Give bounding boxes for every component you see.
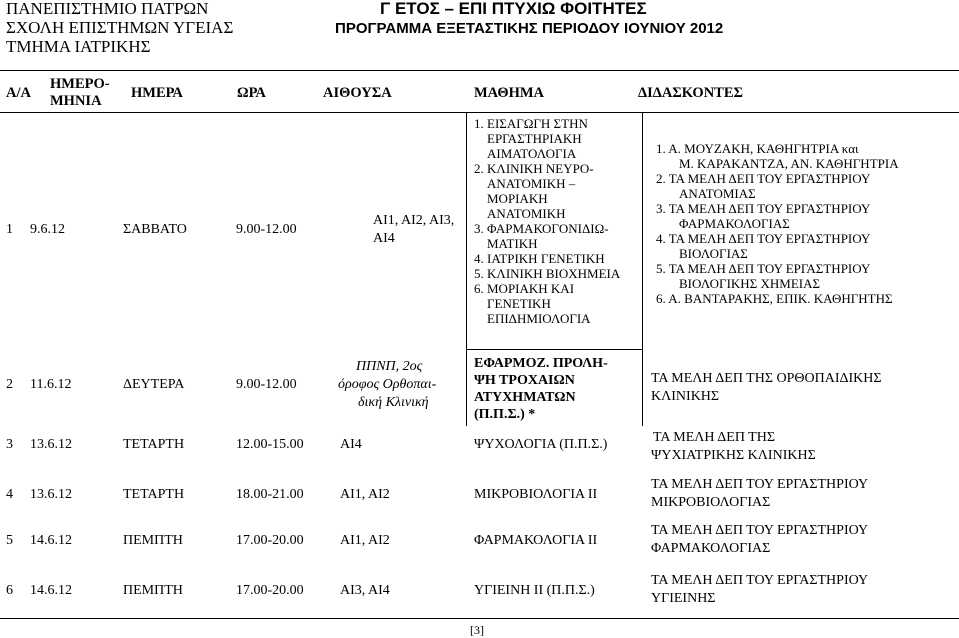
teacher-line: ΥΓΙΕΙΝΗΣ xyxy=(651,591,716,606)
row-date: 13.6.12 xyxy=(30,487,72,502)
course-line: ΑΤΥΧΗΜΑΤΩΝ xyxy=(474,390,576,405)
course-line: 2. ΚΛΙΝΙΚΗ ΝΕΥΡΟ- xyxy=(474,161,594,176)
teacher-line: ΑΝΑΤΟΜΙΑΣ xyxy=(679,186,756,201)
course-line: ΓΕΝΕΤΙΚΗ xyxy=(487,296,551,311)
row-time: 18.00-21.00 xyxy=(236,487,304,502)
course-line: 6. ΜΟΡΙΑΚΗ ΚΑΙ xyxy=(474,281,575,296)
university-name: ΠΑΝΕΠΙΣΤΗΜΙΟ ΠΑΤΡΩΝ xyxy=(6,0,209,18)
col-aa: Α/Α xyxy=(6,85,31,101)
row-time: 12.00-15.00 xyxy=(236,437,304,452)
row-time: 17.00-20.00 xyxy=(236,583,304,598)
course-line: ΜΟΡΙΑΚΗ xyxy=(487,191,548,206)
row-day: ΠΕΜΠΤΗ xyxy=(123,533,183,548)
teacher-line: ΤΑ ΜΕΛΗ ΔΕΠ ΤΗΣ xyxy=(653,430,775,445)
row-date: 11.6.12 xyxy=(30,377,72,392)
row-day: ΣΑΒΒΑΤΟ xyxy=(123,222,187,237)
course-line: 5. ΚΛΙΝΙΚΗ ΒΙΟΧΗΜΕΙΑ xyxy=(474,266,621,281)
teacher-line: ΒΙΟΛΟΓΙΑΣ xyxy=(679,246,748,261)
teacher-line: ΦΑΡΜΑΚΟΛΟΓΙΑΣ xyxy=(679,216,790,231)
row-course: ΦΑΡΜΑΚΟΛΟΓΙΑ ΙΙ xyxy=(474,533,598,548)
row-number: 2 xyxy=(6,377,13,392)
course-line: ΑΝΑΤΟΜΙΚΗ – xyxy=(487,176,576,191)
teacher-line: 1. Α. ΜΟΥΖΑΚΗ, ΚΑΘΗΓΗΤΡΙΑ και xyxy=(656,141,859,156)
col-time: ΩΡΑ xyxy=(237,85,266,101)
row-day: ΤΕΤΑΡΤΗ xyxy=(123,487,185,502)
row-course: ΜΙΚΡΟΒΙΟΛΟΓΙΑ ΙΙ xyxy=(474,487,598,502)
row-course: ΨΥΧΟΛΟΓΙΑ (Π.Π.Σ.) xyxy=(474,437,608,452)
teacher-line: ΚΛΙΝΙΚΗΣ xyxy=(651,389,720,404)
teacher-line: Μ. ΚΑΡΑΚΑΝΤΖΑ, ΑΝ. ΚΑΘΗΓΗΤΡΙΑ xyxy=(679,156,899,171)
row-date: 9.6.12 xyxy=(30,222,65,237)
teacher-line: ΤΑ ΜΕΛΗ ΔΕΠ ΤΗΣ ΟΡΘΟΠΑΙΔΙΚΗΣ xyxy=(651,371,882,386)
course-divider-row1 xyxy=(466,349,642,350)
col-course: ΜΑΘΗΜΑ xyxy=(474,85,545,101)
course-line: ΕΡΓΑΣΤΗΡΙΑΚΗ xyxy=(487,131,582,146)
course-right-rule xyxy=(642,112,643,426)
row-number: 1 xyxy=(6,222,13,237)
teacher-line: ΨΥΧΙΑΤΡΙΚΗΣ ΚΛΙΝΙΚΗΣ xyxy=(651,448,816,463)
teacher-line: 4. ΤΑ ΜΕΛΗ ΔΕΠ ΤΟΥ ΕΡΓΑΣΤΗΡΙΟΥ xyxy=(656,231,871,246)
row-date: 14.6.12 xyxy=(30,583,72,598)
row-date: 13.6.12 xyxy=(30,437,72,452)
row-room-line: όροφος Ορθοπαι- xyxy=(338,377,437,392)
row-time: 9.00-12.00 xyxy=(236,377,297,392)
teacher-line: ΤΑ ΜΕΛΗ ΔΕΠ ΤΟΥ ΕΡΓΑΣΤΗΡΙΟΥ xyxy=(651,477,869,492)
row-room-line: ΑΙ1, ΑΙ2, ΑΙ3, xyxy=(373,213,455,228)
course-line: 1. ΕΙΣΑΓΩΓΗ ΣΤΗΝ xyxy=(474,116,588,131)
school-name: ΣΧΟΛΗ ΕΠΙΣΤΗΜΩΝ ΥΓΕΙΑΣ xyxy=(6,18,234,37)
course-line: ΑΝΑΤΟΜΙΚΗ xyxy=(487,206,566,221)
document-title: Γ ΕΤΟΣ – ΕΠΙ ΠΤΥΧΙΩ ΦΟΙΤΗΤΕΣ xyxy=(380,0,647,18)
row-time: 9.00-12.00 xyxy=(236,222,297,237)
col-room: ΑΙΘΟΥΣΑ xyxy=(323,85,392,101)
course-line: ΨΗ ΤΡΟΧΑΙΩΝ xyxy=(474,373,575,388)
teacher-line: ΤΑ ΜΕΛΗ ΔΕΠ ΤΟΥ ΕΡΓΑΣΤΗΡΙΟΥ xyxy=(651,573,869,588)
row-room-line: δική Κλινική xyxy=(358,395,429,410)
row-room: ΑΙ4 xyxy=(340,437,362,452)
row-day: ΠΕΜΠΤΗ xyxy=(123,583,183,598)
teacher-line: 3. ΤΑ ΜΕΛΗ ΔΕΠ ΤΟΥ ΕΡΓΑΣΤΗΡΙΟΥ xyxy=(656,201,871,216)
course-left-rule xyxy=(466,112,467,426)
course-line: ΑΙΜΑΤΟΛΟΓΙΑ xyxy=(487,146,577,161)
col-day: ΗΜΕΡΑ xyxy=(131,85,183,101)
course-line: (Π.Π.Σ.) * xyxy=(474,407,536,422)
document-subtitle: ΠΡΟΓΡΑΜΜΑ ΕΞΕΤΑΣΤΙΚΗΣ ΠΕΡΙΟΔΟΥ ΙΟΥΝΙΟΥ 2012 xyxy=(335,20,724,37)
row-day: ΔΕΥΤΕΡΑ xyxy=(123,377,185,392)
row-number: 6 xyxy=(6,583,13,598)
course-line: ΕΦΑΡΜΟΖ. ΠΡΟΛΗ- xyxy=(474,356,608,371)
row-room-line: ΑΙ4 xyxy=(373,231,395,246)
course-line: ΜΑΤΙΚΗ xyxy=(487,236,538,251)
teacher-line: ΦΑΡΜΑΚΟΛΟΓΙΑΣ xyxy=(651,541,771,556)
teacher-line: ΜΙΚΡΟΒΙΟΛΟΓΙΑΣ xyxy=(651,495,771,510)
col-date-line2: ΜΗΝΙΑ xyxy=(50,93,102,109)
row-room: ΑΙ1, ΑΙ2 xyxy=(340,533,390,548)
col-teachers: ΔΙΔΑΣΚΟΝΤΕΣ xyxy=(638,85,744,101)
row-number: 3 xyxy=(6,437,13,452)
row-time: 17.00-20.00 xyxy=(236,533,304,548)
teacher-line: 2. ΤΑ ΜΕΛΗ ΔΕΠ ΤΟΥ ΕΡΓΑΣΤΗΡΙΟΥ xyxy=(656,171,871,186)
course-line: ΕΠΙΔΗΜΙΟΛΟΓΙΑ xyxy=(487,311,591,326)
row-course: ΥΓΙΕΙΝΗ ΙΙ (Π.Π.Σ.) xyxy=(474,583,595,598)
teacher-line: ΤΑ ΜΕΛΗ ΔΕΠ ΤΟΥ ΕΡΓΑΣΤΗΡΙΟΥ xyxy=(651,523,869,538)
course-line: 3. ΦΑΡΜΑΚΟΓΟΝΙΔΙΩ- xyxy=(474,221,609,236)
row-date: 14.6.12 xyxy=(30,533,72,548)
row-number: 4 xyxy=(6,487,13,502)
row-number: 5 xyxy=(6,533,13,548)
page-number: [3] xyxy=(470,623,484,637)
row-day: ΤΕΤΑΡΤΗ xyxy=(123,437,185,452)
course-line: 4. ΙΑΤΡΙΚΗ ΓΕΝΕΤΙΚΗ xyxy=(474,251,605,266)
table-top-rule xyxy=(0,70,959,71)
department-name: ΤΜΗΜΑ ΙΑΤΡΙΚΗΣ xyxy=(6,37,151,56)
row-room-line: ΠΠΝΠ, 2ος xyxy=(356,359,423,374)
col-date-line1: ΗΜΕΡΟ- xyxy=(50,76,110,92)
row-room: ΑΙ1, ΑΙ2 xyxy=(340,487,390,502)
teacher-line: 6. Α. ΒΑΝΤΑΡΑΚΗΣ, ΕΠΙΚ. ΚΑΘΗΓΗΤΗΣ xyxy=(656,291,893,306)
header-bottom-rule xyxy=(0,112,959,113)
teacher-line: ΒΙΟΛΟΓΙΚΗΣ ΧΗΜΕΙΑΣ xyxy=(679,276,821,291)
table-bottom-rule xyxy=(0,618,959,619)
row-room: ΑΙ3, ΑΙ4 xyxy=(340,583,390,598)
teacher-line: 5. ΤΑ ΜΕΛΗ ΔΕΠ ΤΟΥ ΕΡΓΑΣΤΗΡΙΟΥ xyxy=(656,261,871,276)
